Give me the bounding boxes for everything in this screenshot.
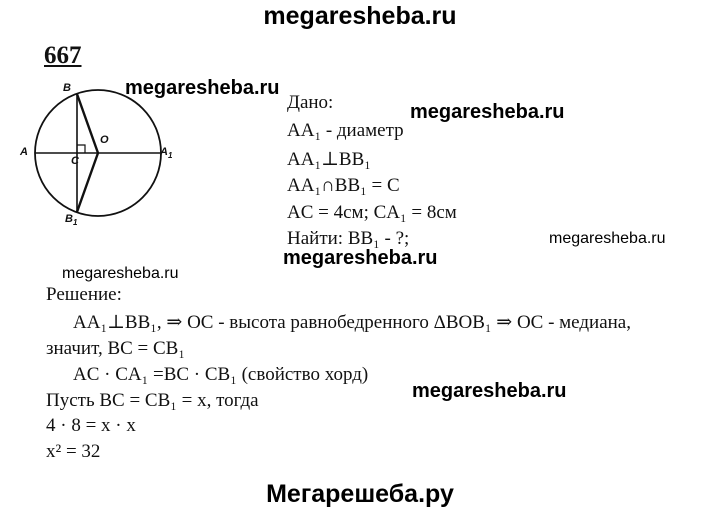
label-c: C: [71, 155, 79, 167]
label-b: B: [63, 82, 71, 94]
segment-ob1: [77, 153, 98, 212]
solution-header: Решение:: [46, 284, 122, 305]
given-line-2: AA₁⊥BB₁: [287, 149, 371, 170]
watermark-near-figure[interactable]: megaresheba.ru: [125, 77, 280, 99]
label-o: O: [100, 134, 109, 146]
label-b1: $B_1$: [65, 213, 78, 228]
right-angle-mark: [77, 145, 85, 153]
solution-line-1: AA₁⊥BB₁, ⇒ OC - высота равнобедренного ΔBOB₁ ⇒ OC - медиана,: [73, 312, 631, 333]
given-header: Дано:: [287, 92, 334, 113]
solution-line-3: AC · CA₁ =BC · CB₁ (свойство хорд): [73, 364, 369, 385]
solution-line-5: 4 · 8 = x · x: [46, 415, 136, 436]
given-line-1: AA₁ - диаметр: [287, 120, 404, 141]
given-line-5: Найти: BB₁ - ?;: [287, 228, 410, 249]
given-line-4: AC = 4см; CA₁ = 8см: [287, 202, 457, 223]
segment-bo: [77, 94, 98, 153]
watermark-center[interactable]: megaresheba.ru: [283, 247, 438, 269]
label-a1: $A_1$: [160, 146, 173, 161]
solution-line-6: x² = 32: [46, 441, 101, 462]
watermark-lower-right[interactable]: megaresheba.ru: [412, 380, 567, 402]
solution-line-4: Пусть BC = CB₁ = x, тогда: [46, 390, 259, 411]
watermark-left-small[interactable]: megaresheba.ru: [62, 265, 179, 282]
problem-number: 667: [44, 42, 82, 69]
watermark-near-given[interactable]: megaresheba.ru: [410, 101, 565, 123]
watermark-footer[interactable]: Мегарешеба.ру: [266, 480, 454, 508]
label-a: A: [20, 146, 28, 158]
watermark-top[interactable]: megaresheba.ru: [263, 2, 457, 30]
solution-line-2: значит, BC = CB₁: [46, 338, 185, 359]
watermark-right-small[interactable]: megaresheba.ru: [549, 230, 666, 247]
given-line-3: AA₁∩BB₁ = C: [287, 175, 400, 196]
